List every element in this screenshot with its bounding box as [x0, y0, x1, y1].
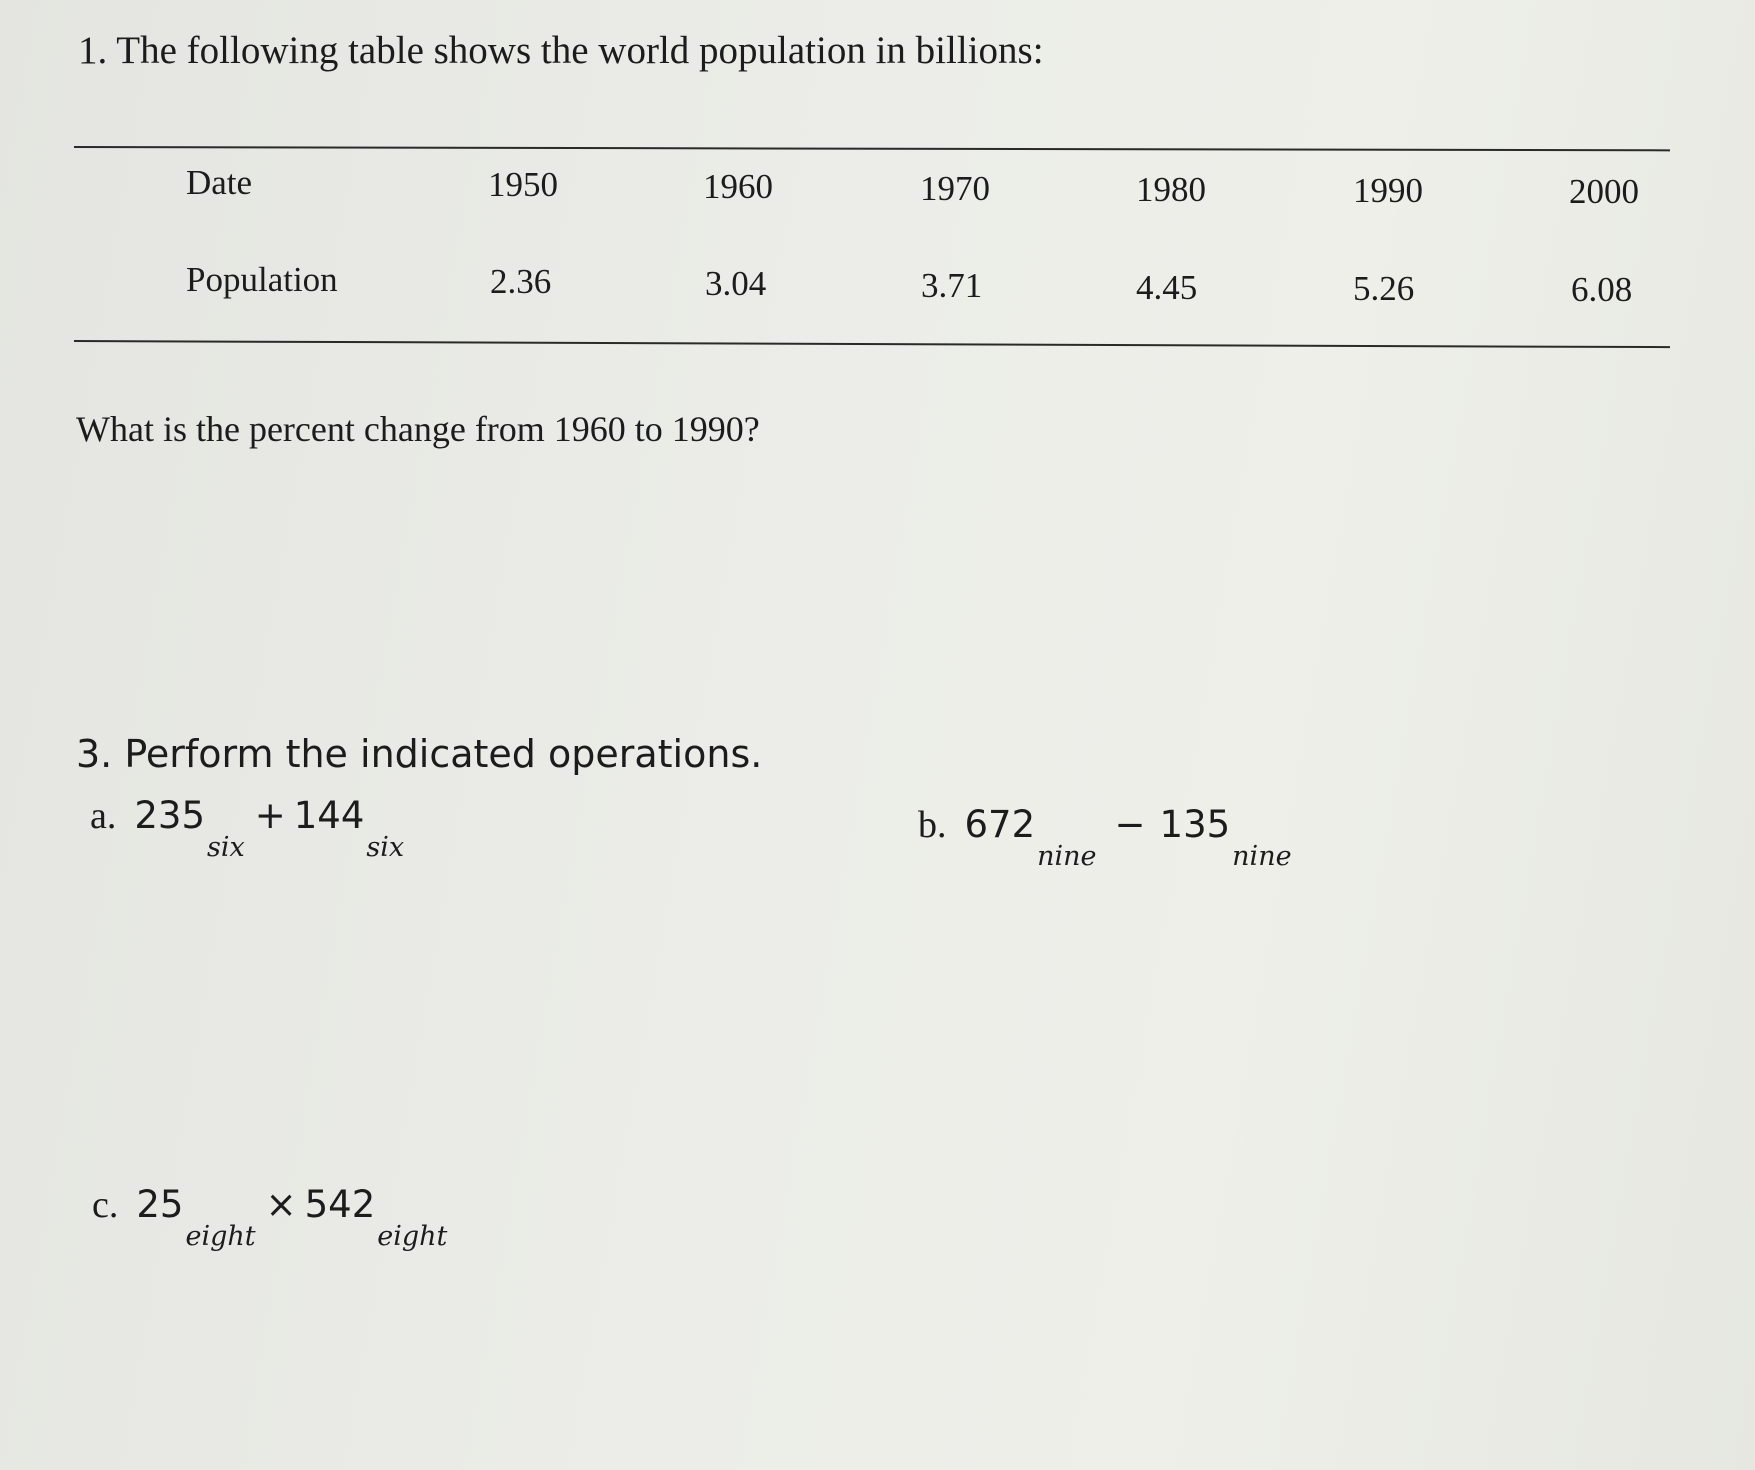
- problem-c: [92, 1183, 448, 1252]
- minus-operator: −: [1114, 803, 1146, 846]
- problem-b-left-base: nine: [1037, 841, 1097, 872]
- table-cell-date: 1980: [1136, 170, 1206, 209]
- problem-b-left-operand: 672: [964, 803, 1036, 846]
- table-header-date: Date: [186, 163, 253, 202]
- question-1-prompt: What is the percent change from 1960 to 1990?: [76, 409, 760, 449]
- table-cell-date: 1990: [1353, 171, 1423, 210]
- problem-b-label: b.: [918, 804, 947, 846]
- problem-a-label: a.: [90, 795, 117, 837]
- question-1-heading: 1. The following table shows the world population in billions:: [78, 29, 1044, 72]
- table-cell-date: 1970: [920, 169, 990, 208]
- problem-b-right-operand: 135: [1159, 803, 1231, 846]
- times-operator: ×: [265, 1183, 297, 1226]
- problem-b-right-base: nine: [1232, 841, 1292, 872]
- table-cell-date: 2000: [1569, 172, 1639, 211]
- table-header-population: Population: [186, 260, 338, 299]
- table-bottom-rule: [74, 340, 1670, 348]
- table-cell-population: 5.26: [1353, 269, 1415, 308]
- problem-c-right-operand: 542: [304, 1183, 376, 1226]
- table-cell-population: 3.04: [705, 264, 767, 303]
- plus-operator: +: [254, 794, 286, 837]
- problem-c-left-base: eight: [185, 1221, 256, 1252]
- question-3-heading: 3. Perform the indicated operations.: [76, 732, 763, 776]
- problem-c-left-operand: 25: [136, 1183, 184, 1226]
- table-top-rule: [74, 146, 1670, 151]
- problem-b: [918, 803, 1292, 872]
- table-cell-population: 2.36: [490, 262, 552, 301]
- problem-a-right-operand: 144: [293, 794, 365, 837]
- table-cell-population: 6.08: [1571, 270, 1633, 309]
- problem-a-left-base: six: [207, 832, 245, 863]
- table-cell-population: 3.71: [921, 266, 983, 305]
- table-cell-population: 4.45: [1136, 268, 1198, 307]
- problem-a: [90, 794, 405, 863]
- problem-c-right-base: eight: [377, 1221, 448, 1252]
- problem-a-left-operand: 235: [134, 794, 205, 837]
- problem-a-right-base: six: [366, 832, 405, 863]
- table-cell-date: 1950: [488, 165, 558, 204]
- problem-c-label: c.: [92, 1184, 119, 1226]
- table-cell-date: 1960: [703, 167, 773, 206]
